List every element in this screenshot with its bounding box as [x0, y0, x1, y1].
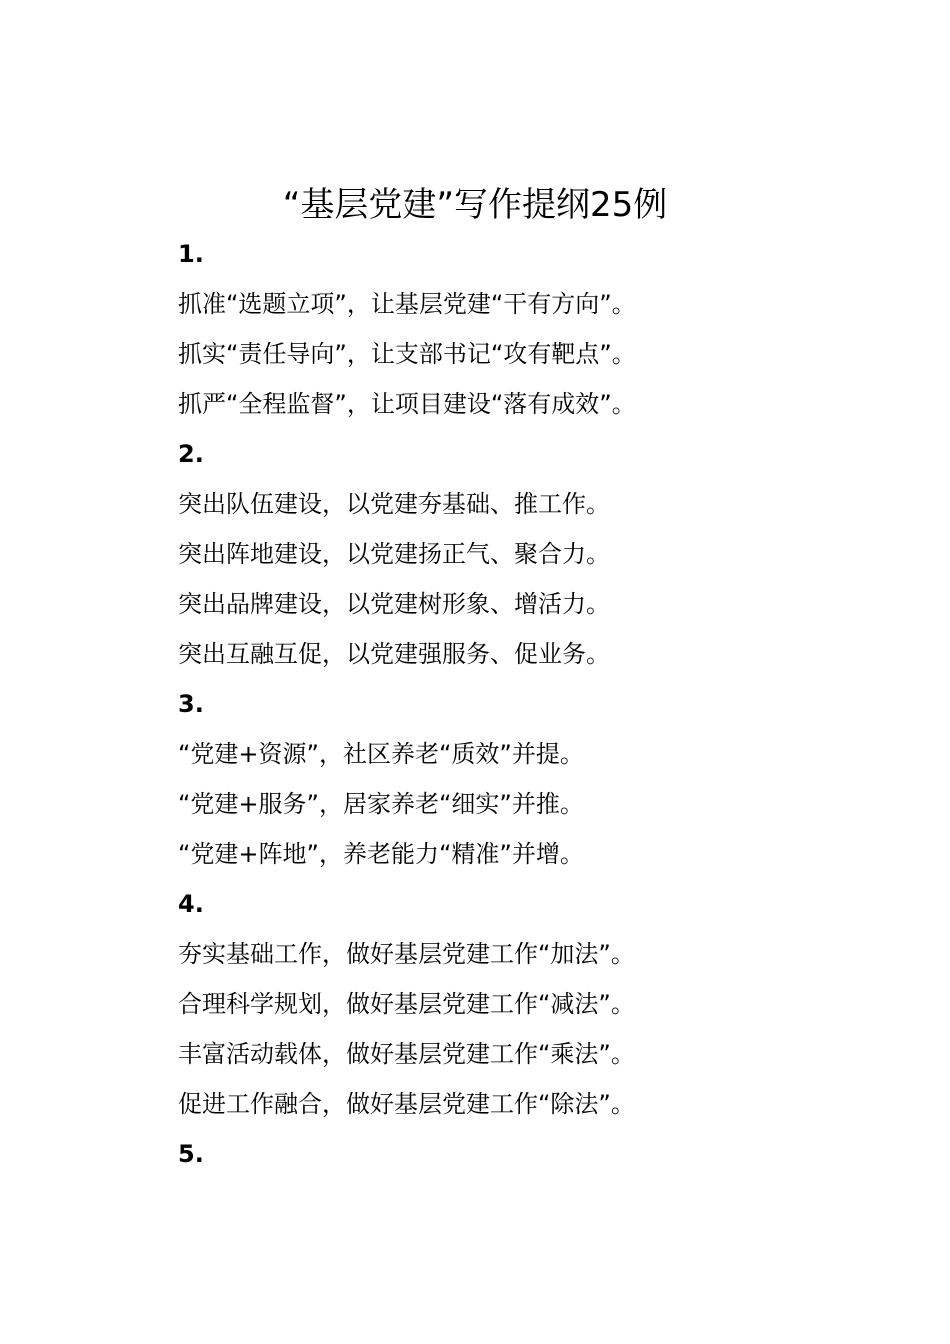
section-line: 夯实基础工作，做好基层党建工作“加法”。 — [178, 940, 635, 968]
section-number: 2. — [178, 440, 204, 468]
section-line: 抓严“全程监督”，让项目建设“落有成效”。 — [178, 390, 636, 418]
section-number: 3. — [178, 690, 204, 718]
section-number: 1. — [178, 240, 204, 268]
section-line: “党建+阵地”，养老能力“精准”并增。 — [178, 840, 584, 868]
section-3 — [178, 679, 898, 879]
section-line: 突出互融互促，以党建强服务、促业务。 — [178, 640, 610, 668]
section-line: “党建+服务”，居家养老“细实”并推。 — [178, 790, 584, 818]
document-body — [178, 229, 898, 1179]
section-1 — [178, 229, 898, 429]
section-line: 抓实“责任导向”，让支部书记“攻有靶点”。 — [178, 340, 636, 368]
section-line: 丰富活动载体，做好基层党建工作“乘法”。 — [178, 1040, 635, 1068]
section-line: 突出阵地建设，以党建扬正气、聚合力。 — [178, 540, 610, 568]
section-line: 突出队伍建设，以党建夯基础、推工作。 — [178, 490, 610, 518]
document-title: “基层党建”写作提纲25例 — [282, 185, 668, 225]
section-5 — [178, 1129, 898, 1179]
section-number: 4. — [178, 890, 204, 918]
section-4 — [178, 879, 898, 1129]
section-line: 合理科学规划，做好基层党建工作“减法”。 — [178, 990, 635, 1018]
section-2 — [178, 429, 898, 679]
section-line: 抓准“选题立项”，让基层党建“干有方向”。 — [178, 290, 636, 318]
section-line: “党建+资源”，社区养老“质效”并提。 — [178, 740, 584, 768]
section-line: 突出品牌建设，以党建树形象、增活力。 — [178, 590, 610, 618]
section-number: 5. — [178, 1140, 204, 1168]
section-line: 促进工作融合，做好基层党建工作“除法”。 — [178, 1090, 635, 1118]
